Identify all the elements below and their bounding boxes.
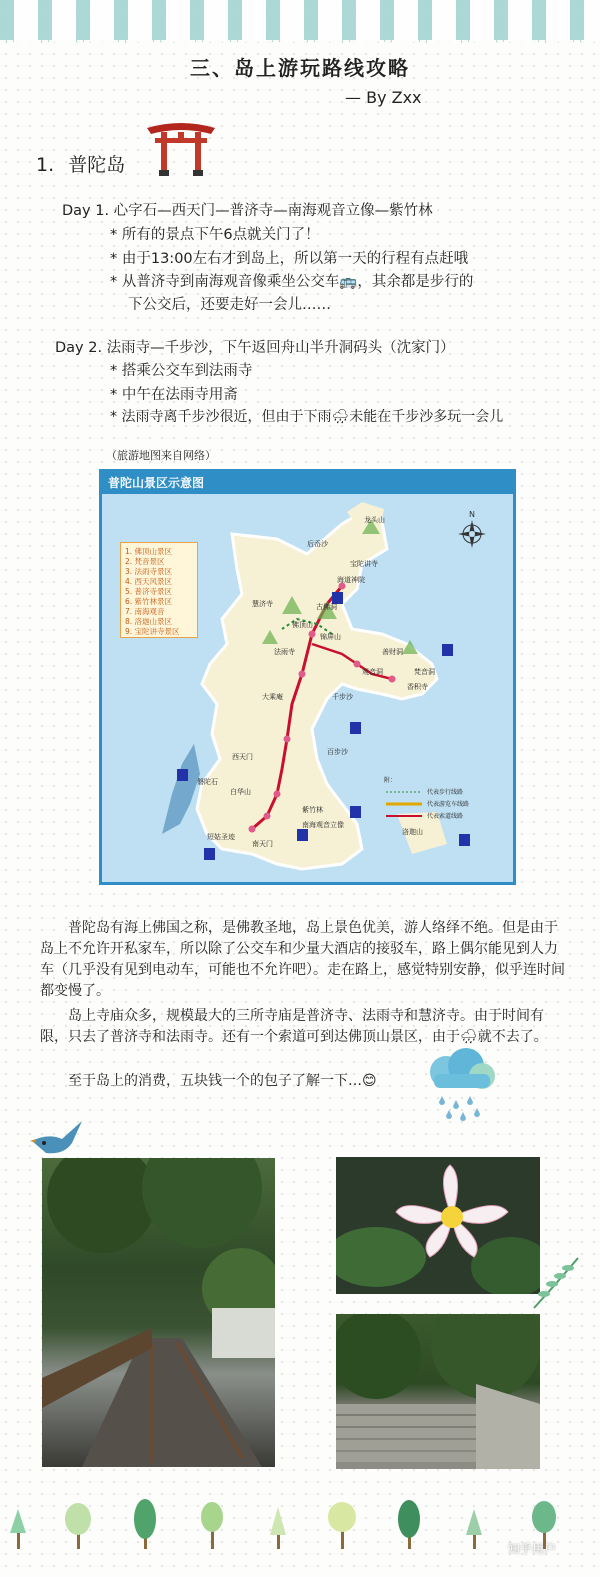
route-legend [384, 776, 469, 820]
map-place-label: 善财洞 [382, 648, 403, 656]
tree-icon [398, 1500, 420, 1549]
paragraph: 普陀岛有海上佛国之称，是佛教圣地，岛上景色优美，游人络绎不绝。但是由于岛上不允许开私家车，所以除了公交车和少量大酒店的接驳车，路上偶尔能见到人力车（几乎没有见到电动车，可能也不允许吧）。走在路上，感觉特别安静，似乎连时间都变慢了。 [40, 920, 565, 999]
day2-note: * 搭乘公交车到法雨寺 [110, 363, 253, 379]
legend-item: 8. 洛迦山景区 [125, 617, 173, 626]
watermark: 知乎用户 [508, 1542, 557, 1556]
map-place-label: 法雨寺 [274, 648, 295, 656]
boardwalk-photo [42, 1158, 275, 1467]
legend-item: 9. 宝陀讲寺景区 [125, 627, 180, 636]
lotus-photo [336, 1157, 540, 1294]
tree-icon [65, 1503, 91, 1549]
map-place-label: 白华山 [230, 788, 251, 796]
legend-item: 7. 南海观音 [125, 607, 165, 616]
torii-gate-icon [145, 120, 217, 176]
map-place-label: 短姑圣迹 [207, 833, 235, 841]
fern-leaf-icon [530, 1254, 582, 1312]
day2-note: * 中午在法雨寺用斋 [110, 387, 238, 403]
map-place-label: 佛顶山 [292, 621, 313, 629]
map-header [102, 472, 513, 494]
bird-icon [28, 1115, 86, 1161]
day1-note: * 从普济寺到南海观音像乘坐公交车🚌，其余都是步行的 [110, 274, 474, 290]
section-heading [36, 150, 125, 177]
stone-stairs-photo [336, 1314, 540, 1469]
legend-item: 6. 紫竹林景区 [125, 597, 173, 606]
map-place-label: 香积寺 [407, 683, 428, 691]
map-place-label: 后岙沙 [307, 540, 328, 548]
map-caption: （旅游地图来自网络） [106, 449, 216, 462]
map-place-label: 南天门 [252, 840, 273, 848]
map-place-label: 南海观音立像 [302, 821, 344, 829]
tree-icon [328, 1502, 356, 1549]
day2-heading: Day 2. 法雨寺—千步沙，下午返回舟山半升洞码头（沈家门） [55, 340, 455, 356]
day1-note: * 所有的景点下午6点就关门了！ [110, 227, 320, 243]
map-place-label: 海道神院 [337, 576, 365, 584]
svg-text:N: N [469, 510, 475, 519]
map-place-label: 紫竹林 [302, 806, 323, 814]
map-place-label: 古佛洞 [316, 603, 337, 611]
tree-icon [466, 1509, 482, 1549]
map-place-label: 观音洞 [362, 668, 383, 676]
section-number: 1. [36, 154, 55, 176]
scenic-area-map [99, 469, 516, 885]
page-title: 三、岛上游玩路线攻略 [190, 56, 410, 80]
map-place-label: 西天门 [232, 753, 253, 761]
svg-text:附：: 附： [384, 777, 397, 784]
day1-heading: Day 1. 心字石—西天门—普济寺—南海观音立像—紫竹林 [62, 203, 433, 219]
map-place-label: 磐陀石 [197, 778, 218, 786]
day1-note: * 由于13:00左右才到岛上，所以第一天的行程有点赶哦 [110, 251, 469, 267]
paragraph: 岛上寺庙众多，规模最大的三所寺庙是普济寺、法雨寺和慧济寺。由于时间有限，只去了普济寺和法雨寺。还有一个索道可到达佛顶山景区，由于🌧就不去了。 [40, 1008, 548, 1045]
section-name: 普陀岛 [68, 154, 126, 176]
tree-icon [201, 1502, 223, 1549]
tree-icon [10, 1509, 26, 1549]
day2-note: * 法雨寺离千步沙很近，但由于下雨🌧未能在千步沙多玩一会儿 [110, 409, 504, 425]
legend-item: 1. 佛顶山景区 [125, 547, 173, 556]
map-place-label: 龙头山 [364, 516, 385, 524]
map-place-label: 千步沙 [332, 693, 353, 701]
map-place-label: 洛迦山 [402, 828, 423, 836]
route-legend-label: 代表索道线路 [427, 813, 464, 820]
washi-tape-header [0, 0, 600, 42]
author-line: — By Zxx [345, 88, 422, 107]
legend-item: 4. 西天风景区 [125, 577, 173, 586]
tree-icon [134, 1499, 156, 1549]
map-place-label: 梵音洞 [414, 668, 435, 676]
map-place-label: 锦屏山 [320, 633, 341, 641]
map-place-label: 慧济寺 [252, 600, 273, 608]
map-place-label: 百步沙 [327, 748, 348, 756]
rain-cloud-icon [422, 1044, 498, 1124]
day1-note-continued: 下公交后，还要走好一会儿…… [128, 297, 331, 313]
map-place-label: 宝陀讲寺 [350, 560, 378, 568]
map-place-label: 大乘庵 [262, 693, 283, 701]
route-legend-label: 代表游览车线路 [427, 801, 470, 808]
paragraph: 至于岛上的消费，五块钱一个的包子了解一下…😊 [68, 1073, 377, 1089]
tree-icon [270, 1507, 286, 1549]
legend-item: 5. 普济寺景区 [125, 587, 173, 596]
route-legend-label: 代表步行线路 [427, 789, 464, 796]
map-title: 普陀山景区示意图 [108, 476, 205, 490]
legend-item: 3. 法雨寺景区 [125, 567, 173, 576]
legend-item: 2. 梵音景区 [125, 557, 165, 566]
map-legend [120, 542, 198, 638]
compass-icon [458, 510, 486, 548]
